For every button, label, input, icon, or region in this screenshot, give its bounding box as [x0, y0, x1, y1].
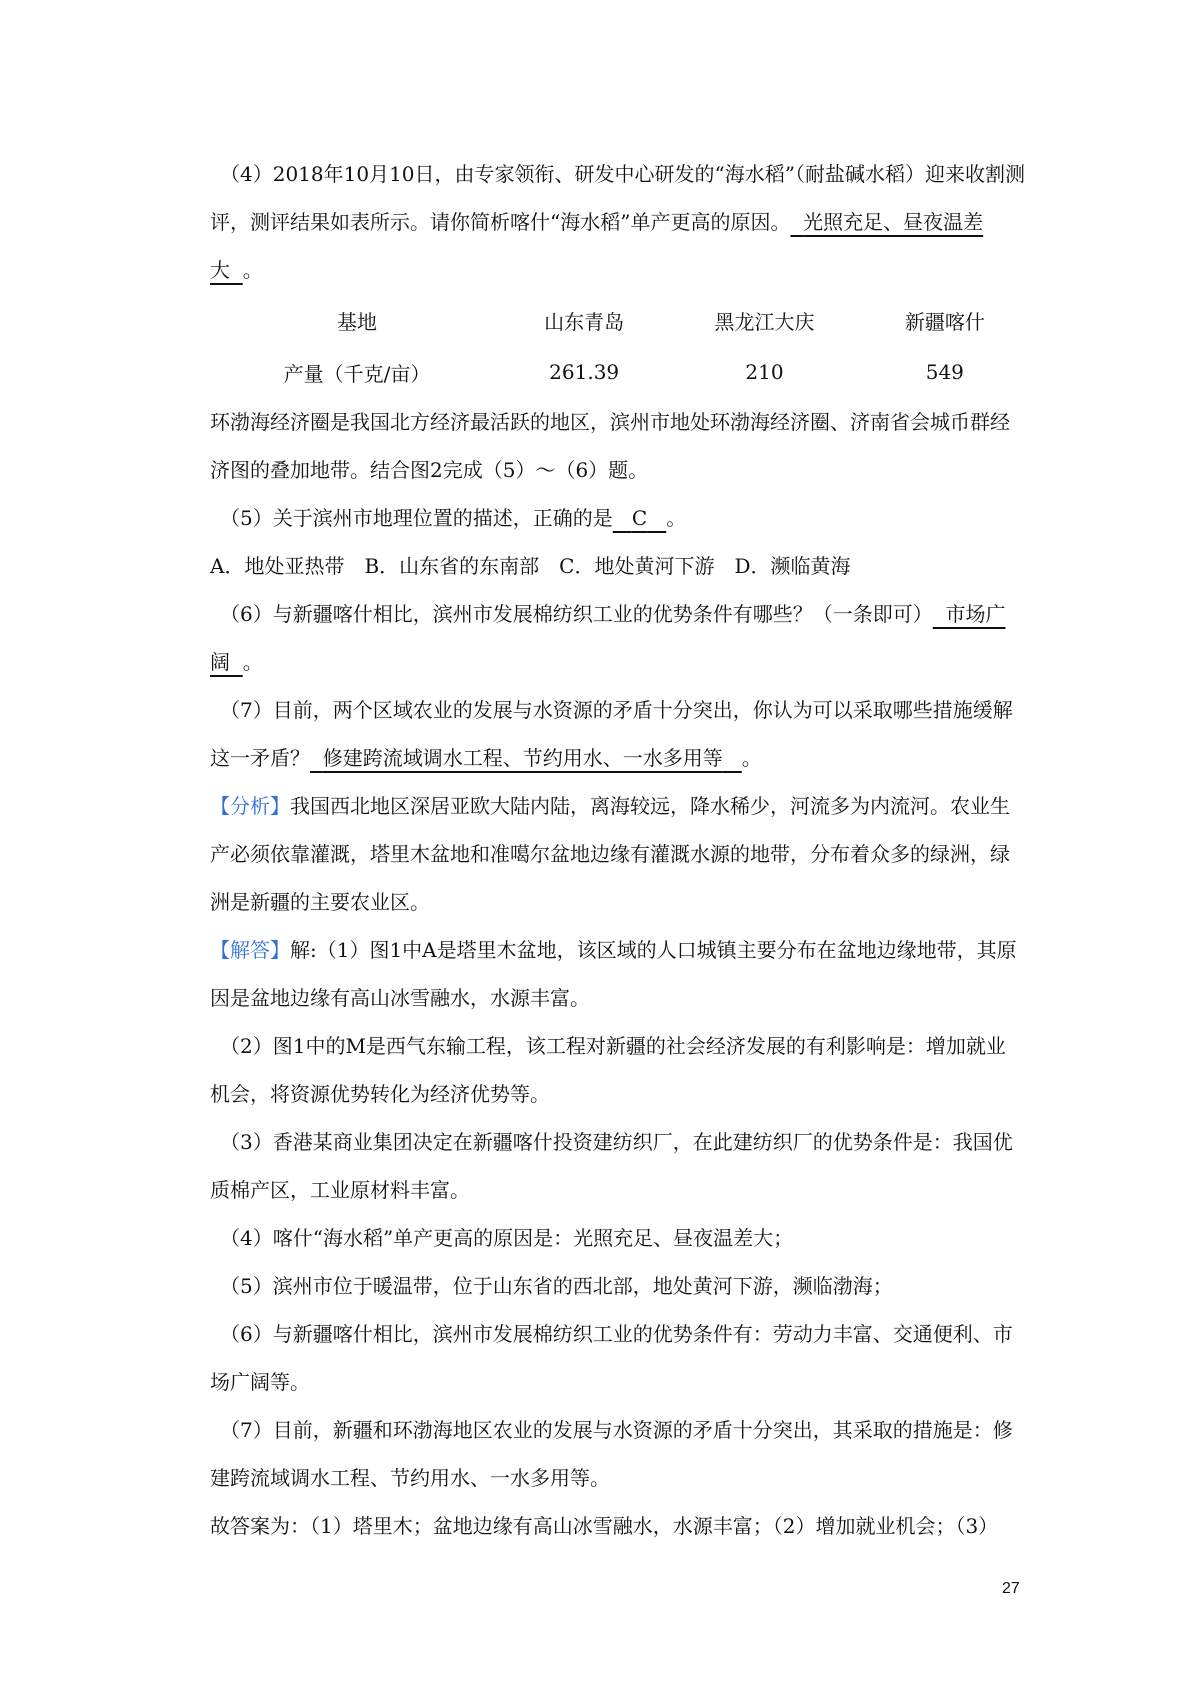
solution-line: 解:（1）图1中A是塔里木盆地，该区域的人口城镇主要分布在盆地边缘地带，其原因是盆地边缘有高山冰雪融水，水源丰富。	[210, 938, 1017, 1010]
solution-tag: 【解答】	[210, 938, 290, 962]
question-7-text: （7）目前，两个区域农业的发展与水资源的矛盾十分突出，你认为可以采取哪些措施缓解这一矛盾？	[210, 698, 1013, 770]
table-row-label: 产量（千克/亩）	[283, 361, 431, 386]
question-7-answer: 修建跨流域调水工程、节约用水、一水多用等	[322, 746, 723, 770]
question-6-text: （6）与新疆喀什相比，滨州市发展棉纺织工业的优势条件有哪些？（一条即可）	[220, 602, 933, 626]
final-answer: 故答案为：（1）塔里木；盆地边缘有高山冰雪融水，水源丰富；（2）增加就业机会；（3）	[210, 1514, 999, 1538]
question-5-options: A．地处亚热带 B．山东省的东南部 C．地处黄河下游 D．濒临黄海	[210, 554, 851, 578]
page-content	[210, 150, 1025, 1550]
question-4-answer: 光照充足、昼夜温差大	[210, 210, 984, 282]
question-5: （5）关于滨州市地理位置的描述，正确的是 C 。	[220, 506, 687, 530]
analysis-paragraph	[210, 782, 1025, 926]
table-cell: 210	[745, 360, 784, 384]
question-4-text: （4）2018年10月10日，由专家领衔、研发中心研发的“海水稻”（耐盐碱水稻）迎来收割测评，测评结果如表所示。请你简析喀什“海水稻”单产更高的原因。	[210, 162, 1025, 234]
solution-line: （4）喀什“海水稻”单产更高的原因是：光照充足、昼夜温差大；	[220, 1226, 794, 1250]
question-7: （7）目前，两个区域农业的发展与水资源的矛盾十分突出，你认为可以采取哪些措施缓解这一矛盾？ 修建跨流域调水工程、节约用水、一水多用等 。	[210, 698, 1013, 770]
question-6-answer: 市场广阔	[210, 602, 1006, 674]
solution-line: （2）图1中的M是西气东输工程，该工程对新疆的社会经济发展的有利影响是：增加就业机会，将资源优势转化为经济优势等。	[210, 1034, 1006, 1106]
question-5-answer: C	[631, 506, 648, 530]
table-header-cell: 新疆喀什	[904, 309, 985, 334]
solution-line: （6）与新疆喀什相比，滨州市发展棉纺织工业的优势条件有：劳动力丰富、交通便利、市场广阔等。	[210, 1322, 1013, 1394]
page-number: 27	[1002, 1580, 1020, 1597]
intro-paragraph: 环渤海经济圈是我国北方经济最活跃的地区，滨州市地处环渤海经济圈、济南省会城币群经济图的叠加地带。结合图2完成（5）～（6）题。	[210, 410, 1010, 482]
solution-line: （5）滨州市位于暖温带，位于山东省的西北部，地处黄河下游，濒临渤海；	[220, 1274, 893, 1298]
table-header-cell: 黑龙江大庆	[714, 309, 815, 334]
table-cell: 261.39	[549, 360, 620, 384]
table-header-cell: 山东青岛	[544, 309, 625, 334]
table-header-row	[210, 294, 1025, 346]
solution-line: （3）香港某商业集团决定在新疆喀什投资建纺织厂，在此建纺织厂的优势条件是：我国优质棉产区，工业原材料丰富。	[210, 1130, 1013, 1202]
solution-line: （7）目前，新疆和环渤海地区农业的发展与水资源的矛盾十分突出，其采取的措施是：修建跨流域调水工程、节约用水、一水多用等。	[210, 1418, 1013, 1490]
question-5-text: （5）关于滨州市地理位置的描述，正确的是	[220, 506, 613, 530]
analysis-text: 我国西北地区深居亚欧大陆内陆，离海较远，降水稀少，河流多为内流河。农业生产必须依靠灌溉，塔里木盆地和准噶尔盆地边缘有灌溉水源的地带，分布着众多的绿洲，绿洲是新疆的主要农业区。	[210, 794, 1010, 914]
table-row	[210, 346, 1025, 398]
analysis-tag: 【分析】	[210, 794, 290, 818]
table-header-cell: 基地	[337, 309, 378, 334]
solution-paragraph	[210, 926, 1025, 1022]
yield-table	[210, 294, 1025, 398]
table-cell: 549	[925, 360, 964, 384]
question-6: （6）与新疆喀什相比，滨州市发展棉纺织工业的优势条件有哪些？（一条即可） 市场广阔 。	[210, 602, 1006, 674]
question-4: （4）2018年10月10日，由专家领衔、研发中心研发的“海水稻”（耐盐碱水稻）迎来收割测评，测评结果如表所示。请你简析喀什“海水稻”单产更高的原因。 光照充足、昼夜温差大 。	[210, 162, 1025, 282]
